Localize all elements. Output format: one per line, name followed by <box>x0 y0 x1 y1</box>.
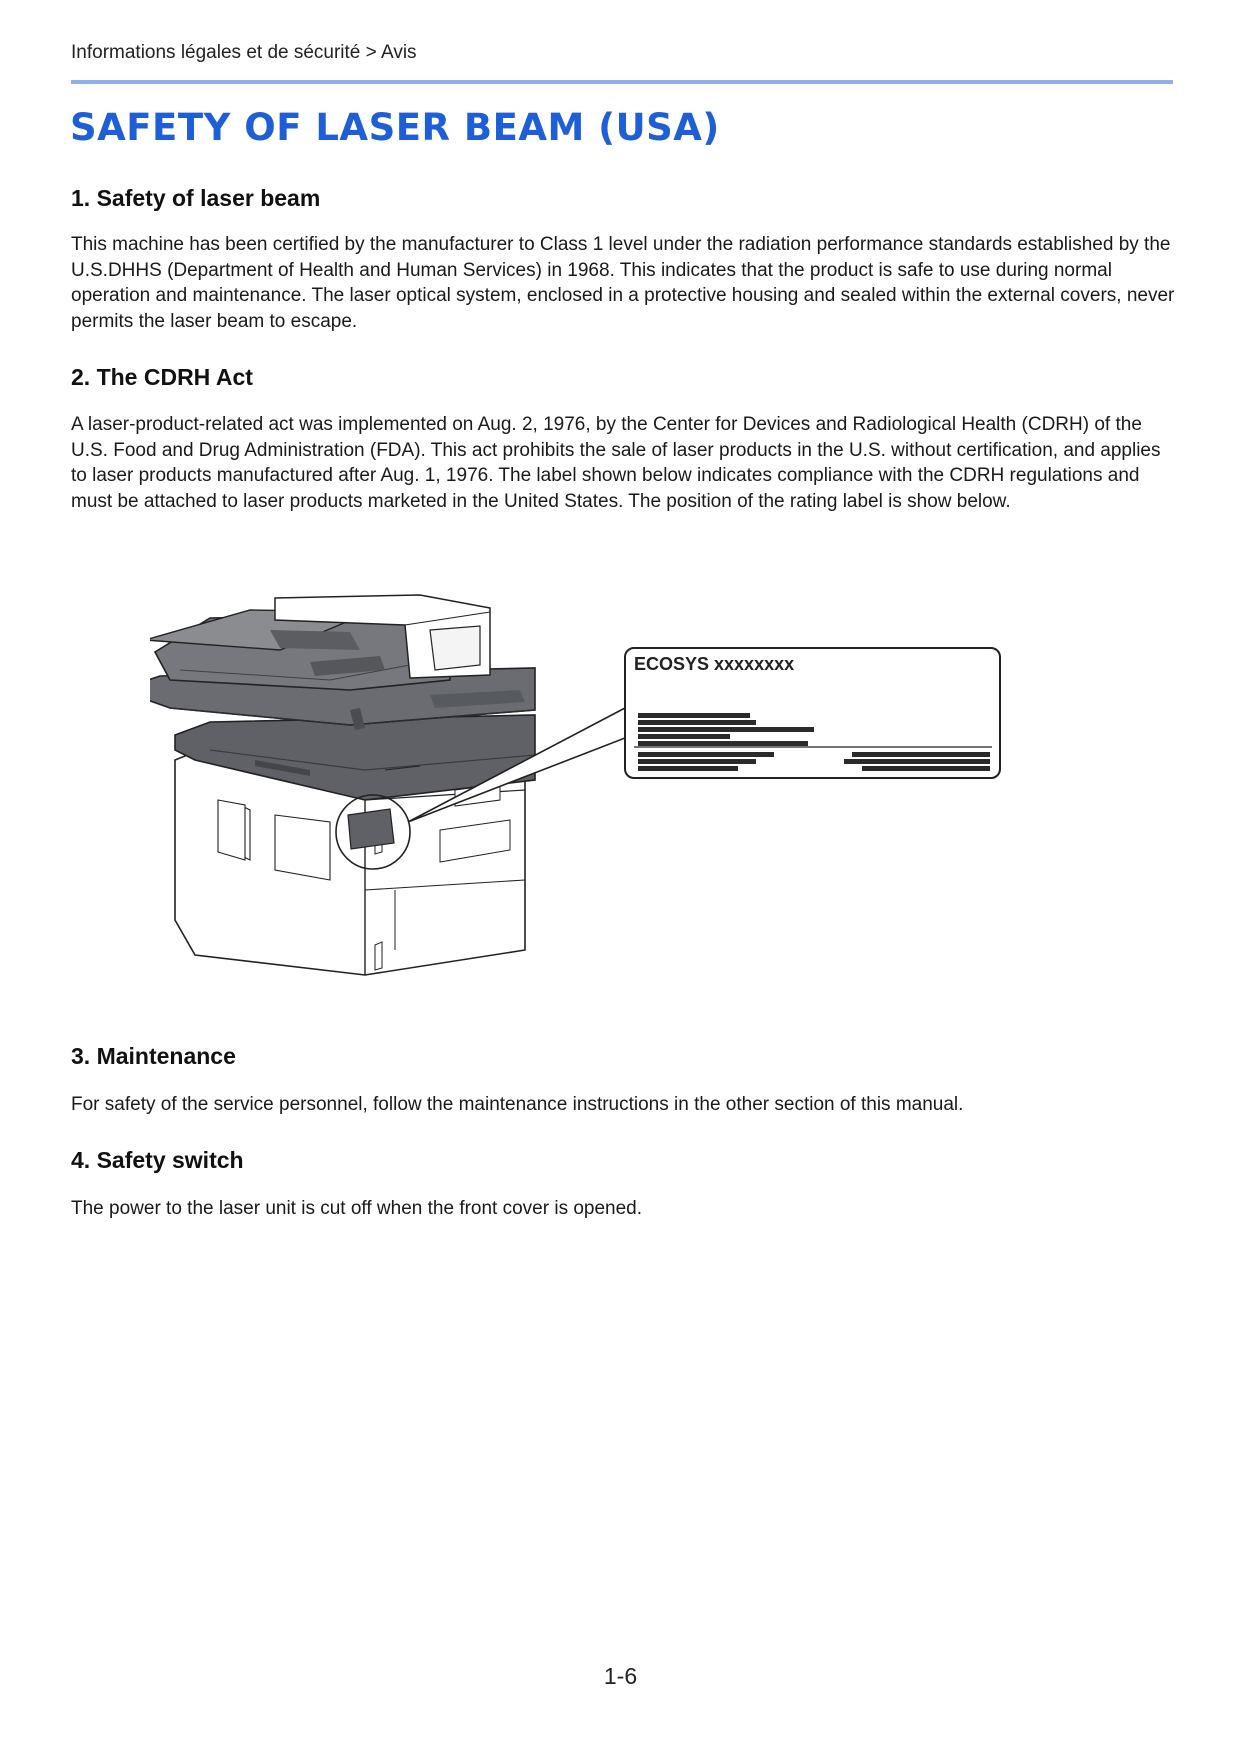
section-heading-safety-switch: 4. Safety switch <box>71 1147 244 1173</box>
section-body-safety-switch: The power to the laser unit is cut off when the front cover is opened. <box>71 1198 643 1219</box>
printer-illustration <box>150 590 1130 990</box>
section-body-laser-beam: This machine has been certified by the manufacturer to Class 1 level under the radiation performance standards established by the U.S.DHHS (Department of Health and Human Services) in 1968. This indicates that the product is safe to use during normal operation and maintenance. The laser optical system, enclosed in a protective housing and sealed within the external covers, never permits the laser beam to escape. <box>71 234 1175 332</box>
section-heading-cdrh-act: 2. The CDRH Act <box>71 364 253 390</box>
header-rule <box>71 80 1173 84</box>
label-model-name: ECOSYS xxxxxxxx <box>634 654 795 674</box>
section-heading-laser-beam: 1. Safety of laser beam <box>71 185 321 211</box>
rating-label <box>625 648 1000 778</box>
section-body-cdrh-act: A laser-product-related act was implemented on Aug. 2, 1976, by the Center for Devices and Radiological Health (CDRH) of the U.S. Food and Drug Administration (FDA). This act prohibits the sale of laser products in the U.S. without certification, and applies to laser products manufactured after Aug. 1, 1976. The label shown below indicates compliance with the CDRH regulations and must be attached to laser products marketed in the United States. The position of the rating label is show below. <box>71 414 1161 512</box>
rating-label-figure <box>150 590 1130 990</box>
section-heading-maintenance: 3. Maintenance <box>71 1043 236 1069</box>
page-number: 1-6 <box>603 1663 638 1689</box>
page-title: SAFETY OF LASER BEAM (USA) <box>70 106 720 149</box>
section-body-maintenance: For safety of the service personnel, follow the maintenance instructions in the other section of this manual. <box>71 1094 964 1115</box>
breadcrumb: Informations légales et de sécurité > Avis <box>71 42 417 63</box>
